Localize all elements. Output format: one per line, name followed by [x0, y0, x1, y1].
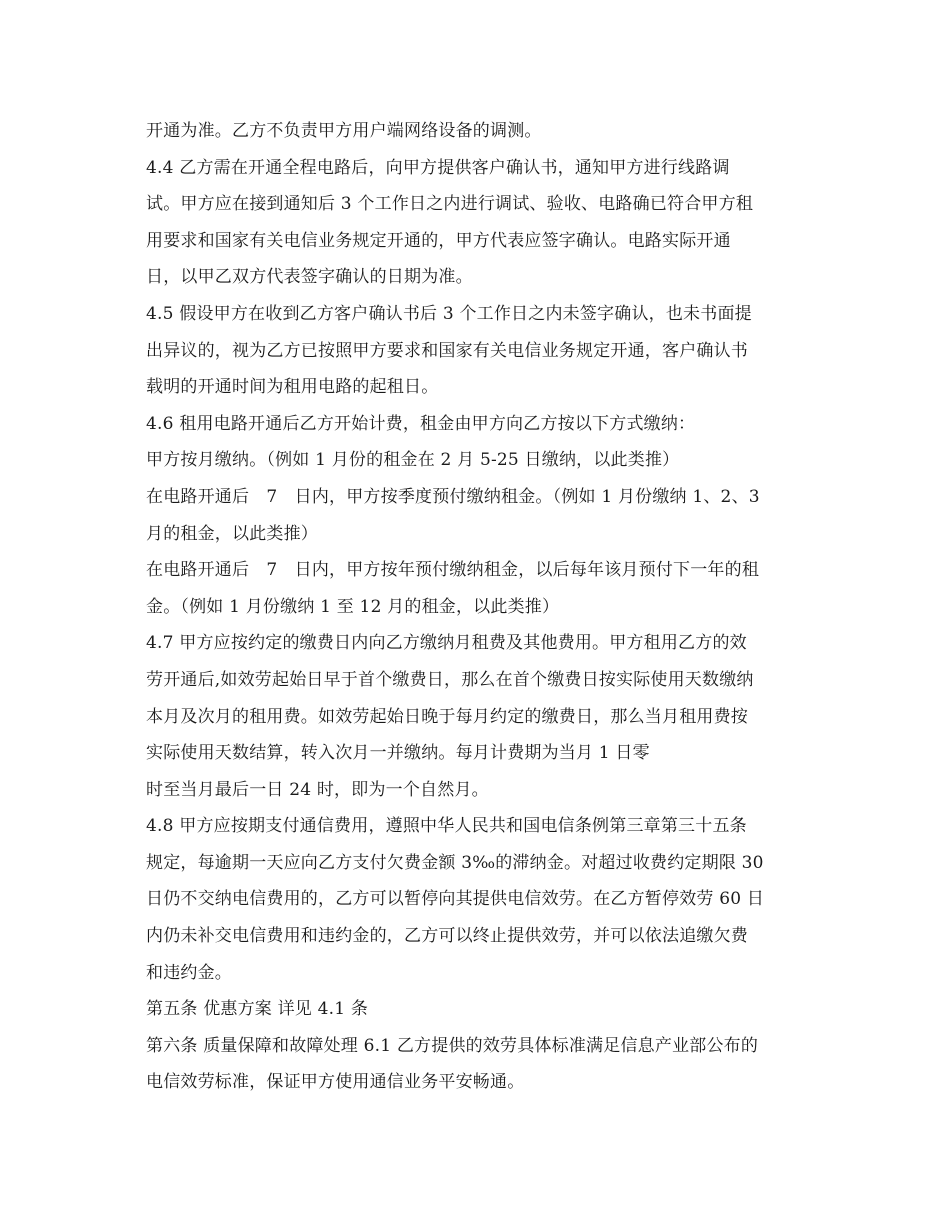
text-line: 4.6 租用电路开通后乙方开始计费，租金由甲方向乙方按以下方式缴纳：: [146, 413, 696, 434]
text-line: 甲方按月缴纳。（例如 1 月份的租金在 2 月 5-25 日缴纳，以此类推）: [146, 450, 680, 471]
text-line: 月的租金，以此类推）: [146, 523, 318, 544]
text-line: 4.5 假设甲方在收到乙方客户确认书后 3 个工作日之内未签字确认，也未书面提: [146, 303, 752, 324]
text-line: 和违约金。: [146, 962, 232, 983]
text-line: 在电路开通后 7 日内，甲方按季度预付缴纳租金。（例如 1 月份缴纳 1、2、3: [146, 486, 760, 507]
text-line: 出异议的，视为乙方已按照甲方要求和国家有关电信业务规定开通，客户确认书: [146, 340, 748, 361]
text-line: 试。甲方应在接到通知后 3 个工作日之内进行调试、验收、电路确已符合甲方租: [146, 194, 754, 215]
text-line: 用要求和国家有关电信业务规定开通的，甲方代表应签字确认。电路实际开通: [146, 230, 731, 251]
text-line: 第六条 质量保障和故障处理 6.1 乙方提供的效劳具体标准满足信息产业部公布的: [146, 1035, 759, 1056]
document-body: [146, 113, 816, 1101]
text-line: 日，以甲乙双方代表签字确认的日期为准。: [146, 267, 473, 288]
text-line: 规定，每逾期一天应向乙方支付欠费金额 3‰的滞纳金。对超过收费约定期限 30: [146, 852, 764, 873]
text-line: 日仍不交纳电信费用的，乙方可以暂停向其提供电信效劳。在乙方暂停效劳 60 日: [146, 889, 765, 910]
text-line: 时至当月最后一日 24 时，即为一个自然月。: [146, 779, 489, 800]
text-line: 4.4 乙方需在开通全程电路后，向甲方提供客户确认书，通知甲方进行线路调: [146, 157, 730, 178]
text-line: 电信效劳标准，保证甲方使用通信业务平安畅通。: [146, 1072, 525, 1093]
text-line: 实际使用天数结算，转入次月一并缴纳。每月计费期为当月 1 日零: [146, 743, 650, 764]
text-line: 载明的开通时间为租用电路的起租日。: [146, 377, 439, 398]
text-line: 本月及次月的租用费。如效劳起始日晚于每月约定的缴费日，那么当月租用费按: [146, 706, 748, 727]
text-line: 4.8 甲方应按期支付通信费用，遵照中华人民共和国电信条例第三章第三十五条: [146, 816, 747, 837]
text-line: 在电路开通后 7 日内，甲方按年预付缴纳租金，以后每年该月预付下一年的租: [146, 560, 760, 581]
text-line: 开通为准。乙方不负责甲方用户端网络设备的调测。: [146, 121, 542, 141]
text-line: 金。（例如 1 月份缴纳 1 至 12 月的租金，以此类推）: [146, 596, 560, 617]
text-line: 4.7 甲方应按约定的缴费日内向乙方缴纳月租费及其他费用。甲方租用乙方的效: [146, 633, 747, 654]
text-line: 内仍未补交电信费用和违约金的，乙方可以终止提供效劳，并可以依法追缴欠费: [146, 926, 748, 947]
text-line: 劳开通后,如效劳起始日早于首个缴费日，那么在首个缴费日按实际使用天数缴纳: [146, 669, 754, 690]
text-line: 第五条 优惠方案 详见 4.1 条: [146, 999, 369, 1020]
